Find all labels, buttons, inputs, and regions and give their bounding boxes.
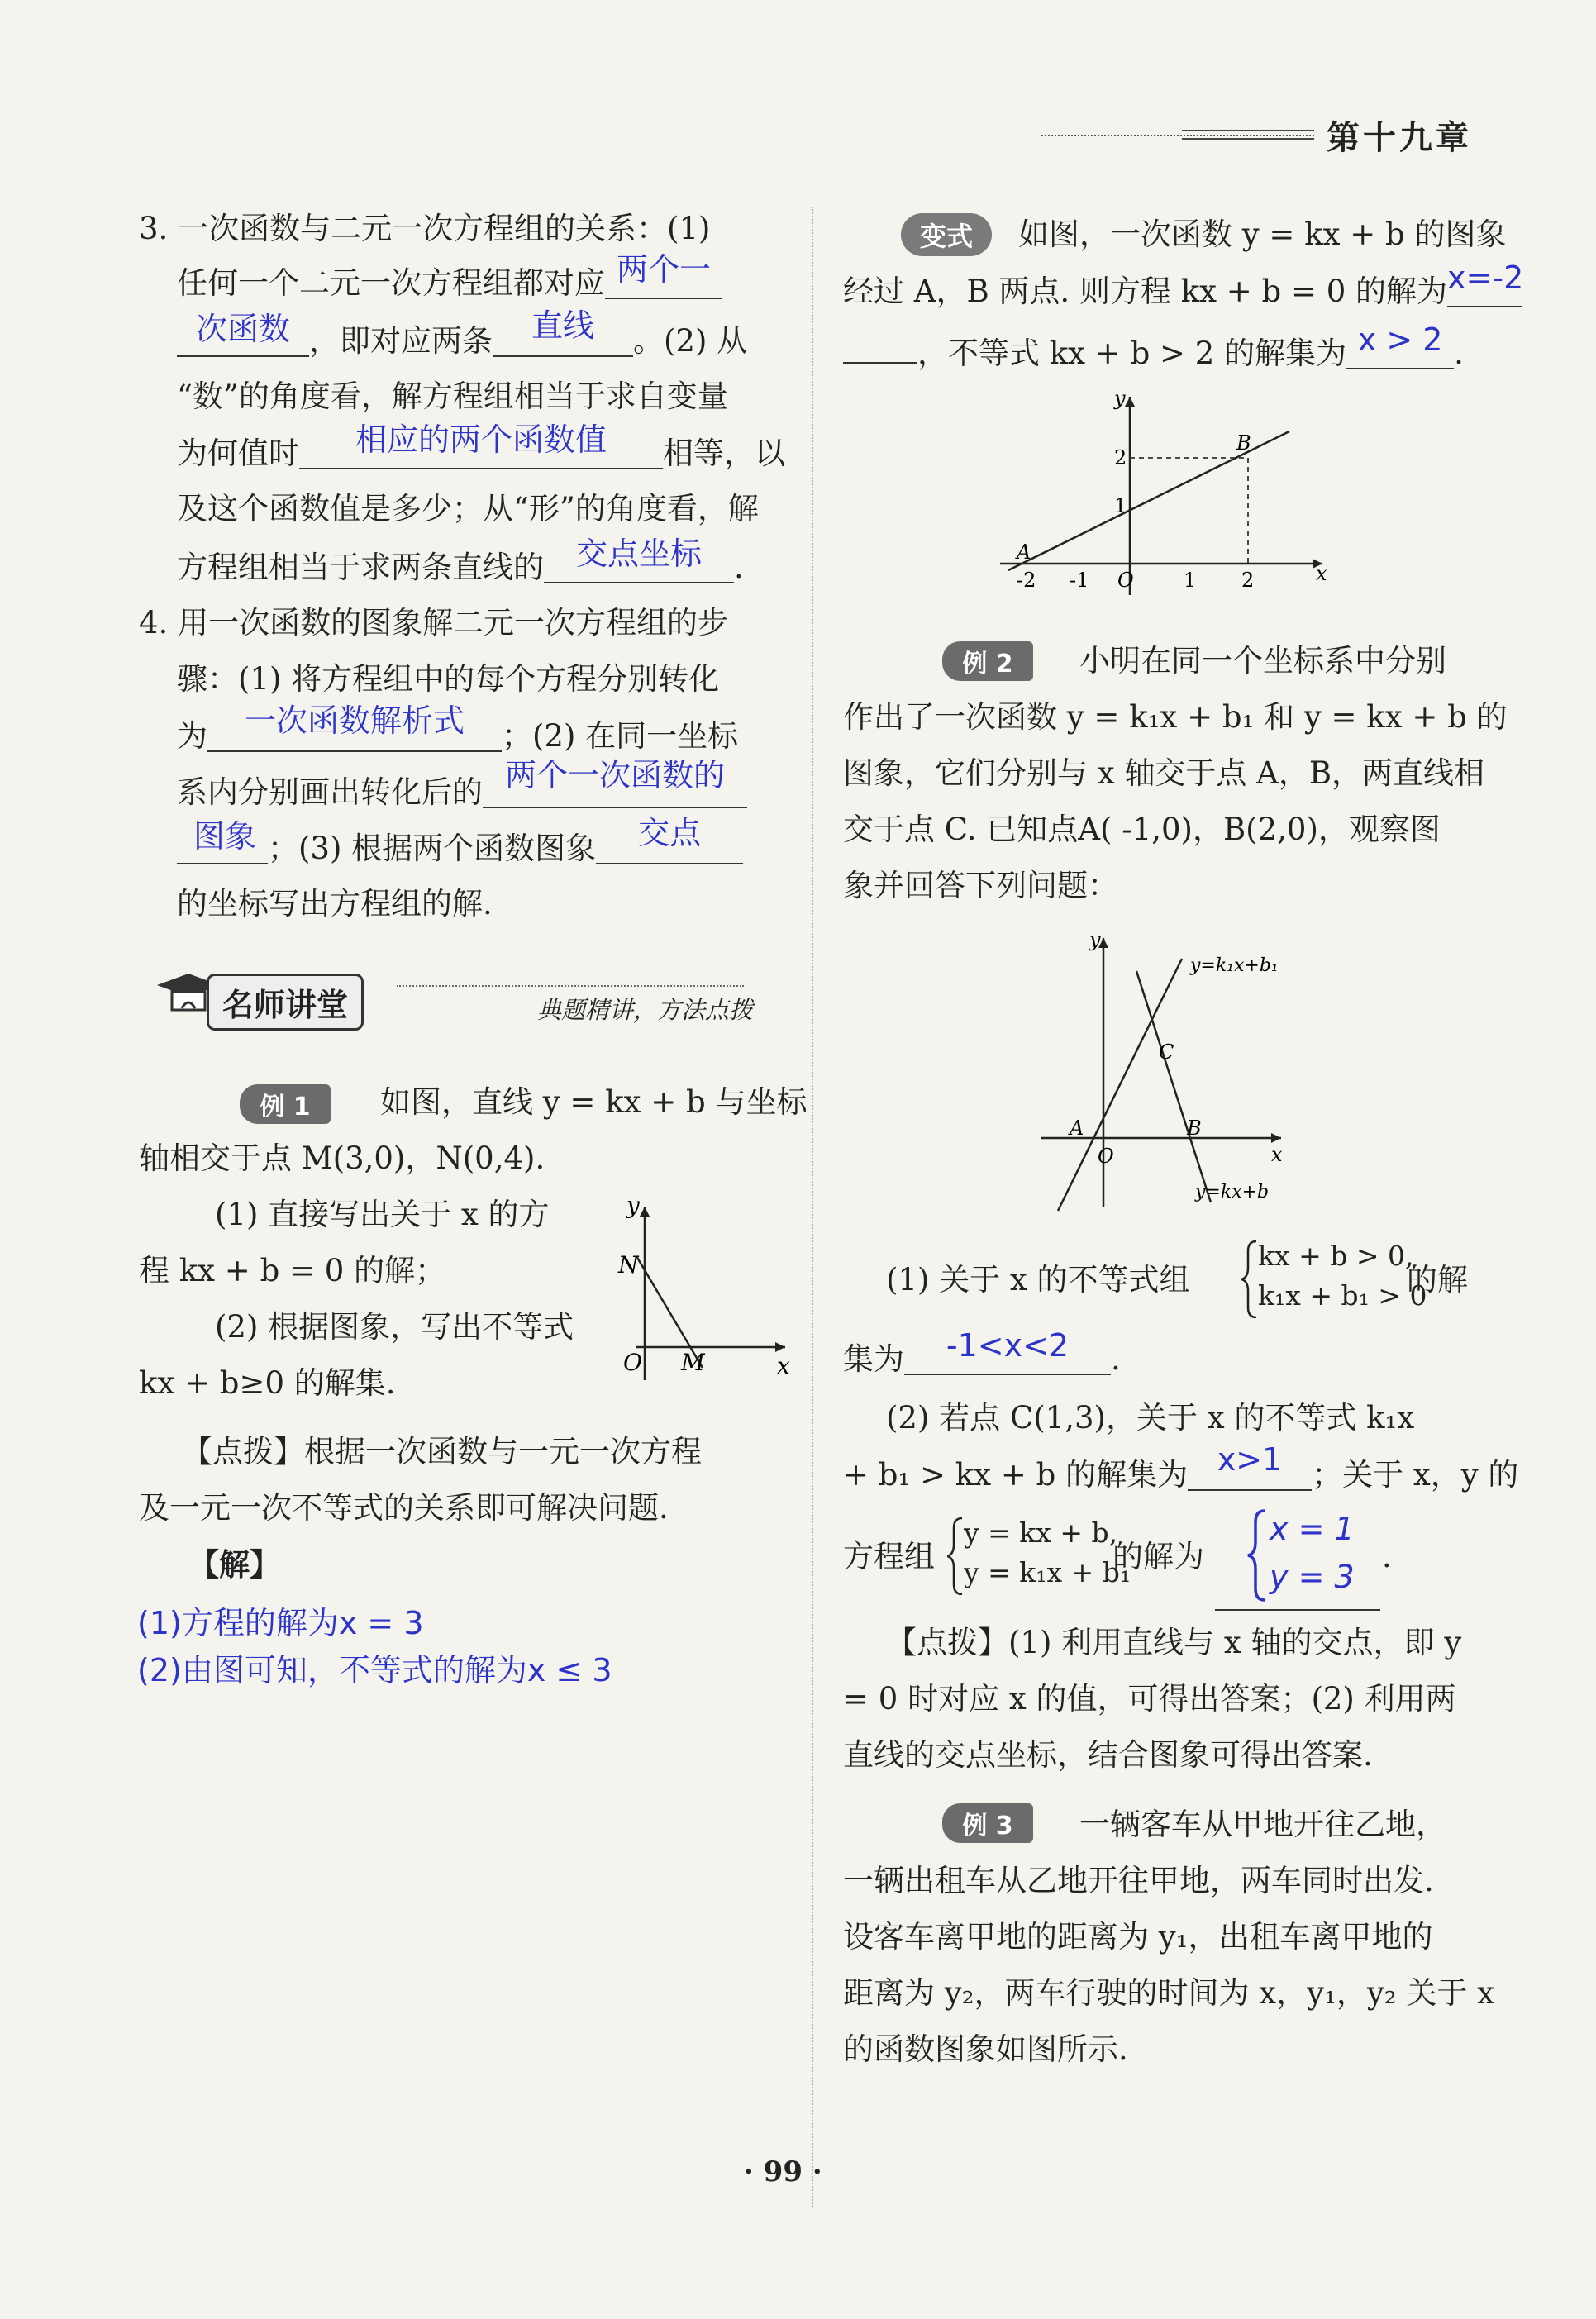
example2-line3: 图象，它们分别与 x 轴交于点 A，B，两直线相 bbox=[843, 755, 1485, 791]
example1-answer1: (1)方程的解为x = 3 bbox=[137, 1605, 424, 1641]
item4-line3-text: 为 bbox=[177, 718, 207, 754]
example3-tag: 例 3 bbox=[942, 1803, 1033, 1843]
item4-answer3: 交点 bbox=[638, 815, 702, 851]
variant-ytick-1: 1 bbox=[1114, 494, 1127, 517]
variant-line2 bbox=[843, 260, 1524, 310]
item3-blank1b bbox=[177, 311, 309, 357]
example3-line4: 距离为 y₂，两车行驶的时间为 x，y₁，y₂ 关于 x bbox=[843, 1975, 1494, 2011]
variant-line1: 如图，一次函数 y = kx + b 的图象 bbox=[1018, 217, 1507, 252]
example2-system1 bbox=[1258, 1236, 1427, 1316]
item3-line5 bbox=[177, 421, 785, 472]
example2-brace1 bbox=[1241, 1240, 1258, 1318]
example2-y-label: y bbox=[1089, 928, 1101, 951]
variant-line3 bbox=[843, 321, 1464, 372]
variant-x-label: x bbox=[1316, 562, 1327, 585]
variant-line3-end: . bbox=[1454, 336, 1464, 371]
item4-answer2b: 图象 bbox=[193, 818, 257, 855]
example2-q2e: 的解为 bbox=[1112, 1539, 1204, 1574]
example2-q2b: + b₁ > kx + b 的解集为 bbox=[843, 1457, 1189, 1493]
example2-x-label: x bbox=[1271, 1143, 1283, 1166]
example2-answer3-y: y = 3 bbox=[1270, 1559, 1355, 1595]
example2-sys1-eq1: kx + b > 0, bbox=[1258, 1240, 1414, 1272]
variant-ytick-2: 2 bbox=[1114, 446, 1127, 469]
column-divider bbox=[812, 207, 813, 2207]
example2-sys1-eq2: k₁x + b₁ > 0 bbox=[1258, 1279, 1427, 1312]
variant-tag: 变式 bbox=[901, 213, 992, 256]
example2-hint1: 【点拨】(1) 利用直线与 x 轴的交点，即 y bbox=[886, 1625, 1462, 1660]
example2-line4: 交于点 C. 已知点A( -1,0)，B(2,0)，观察图 bbox=[843, 812, 1441, 847]
item3-answer1b: 次函数 bbox=[195, 311, 290, 347]
item4-blank1 bbox=[207, 702, 502, 752]
variant-point-b: B bbox=[1236, 431, 1251, 455]
variant-blank1-cont bbox=[843, 329, 917, 364]
example3-line5: 的函数图象如图所示. bbox=[843, 2031, 1128, 2067]
item4-line6: 的坐标写出方程组的解. bbox=[177, 886, 493, 921]
example2-q1d: . bbox=[1111, 1341, 1121, 1377]
banner-dotted-rule bbox=[397, 985, 744, 987]
example1-x-label: x bbox=[777, 1352, 790, 1379]
variant-blank1 bbox=[1447, 260, 1524, 307]
variant-tick-2: 2 bbox=[1241, 569, 1255, 592]
example2-line1: 小明在同一个坐标系中分别 bbox=[1079, 643, 1446, 679]
item3-line1: 3. 一次函数与二元一次方程组的关系：(1) bbox=[139, 211, 711, 246]
variant-point-a: A bbox=[1017, 540, 1031, 564]
example3-line2: 一辆出租车从乙地开往甲地，两车同时出发. bbox=[843, 1863, 1434, 1898]
item3-blank4 bbox=[544, 536, 734, 583]
item3-line5-text: 为何值时 bbox=[177, 436, 299, 471]
example2-system2 bbox=[964, 1513, 1131, 1593]
header-rule-double bbox=[1182, 130, 1314, 140]
example2-q1b: 的解 bbox=[1407, 1262, 1468, 1298]
chapter-header bbox=[1041, 112, 1504, 155]
chapter-title: 第十九章 bbox=[1327, 119, 1472, 157]
item4-line4 bbox=[177, 757, 747, 811]
item3-line7-end: . bbox=[734, 550, 744, 585]
banner-title: 名师讲堂 bbox=[207, 974, 364, 1031]
example3-line1: 一辆客车从甲地开往乙地， bbox=[1079, 1807, 1446, 1842]
example2-line2: 作出了一次函数 y = k₁x + b₁ 和 y = kx + b 的 bbox=[843, 699, 1508, 735]
item4-answer1: 一次函数解析式 bbox=[244, 702, 465, 739]
example2-line5: 象并回答下列问题： bbox=[843, 868, 1118, 903]
example1-hint2: 及一元一次不等式的关系即可解决问题. bbox=[139, 1490, 669, 1526]
example1-y-label: y bbox=[626, 1192, 640, 1219]
variant-line3-text: ，不等式 kx + b > 2 的解集为 bbox=[917, 336, 1347, 371]
example2-sys2-eq2: y = k₁x + b₁ bbox=[964, 1556, 1131, 1588]
item3-line7 bbox=[177, 536, 744, 586]
item3-answer3: 相应的两个函数值 bbox=[355, 421, 607, 458]
item4-line4-text: 系内分别画出转化后的 bbox=[177, 774, 483, 810]
example2-brace2 bbox=[947, 1517, 964, 1595]
section-banner bbox=[149, 967, 777, 1025]
item3-line2-text: 任何一个二元一次方程组都对应 bbox=[177, 265, 605, 301]
example2-tag: 例 2 bbox=[942, 641, 1033, 681]
example2-q2c: ；关于 x，y 的 bbox=[1312, 1457, 1519, 1493]
variant-tick-neg1: -1 bbox=[1070, 569, 1089, 592]
example1-origin-label: O bbox=[623, 1349, 642, 1376]
banner-subtitle: 典题精讲，方法点拨 bbox=[537, 996, 754, 1024]
example2-blank3 bbox=[1215, 1506, 1380, 1611]
example2-q2-line2 bbox=[843, 1441, 1519, 1493]
example1-line2: 轴相交于点 M(3,0)，N(0,4). bbox=[139, 1140, 545, 1176]
variant-line2-text: 经过 A，B 两点. 则方程 kx + b = 0 的解为 bbox=[843, 274, 1448, 309]
variant-graph bbox=[992, 388, 1339, 603]
item4-blank3 bbox=[596, 815, 743, 864]
item3-answer4: 交点坐标 bbox=[575, 536, 702, 572]
example2-q1c: 集为 bbox=[843, 1341, 904, 1377]
example2-blank1 bbox=[904, 1327, 1111, 1375]
item3-answer1: 两个一 bbox=[616, 251, 711, 288]
item4-blank2 bbox=[483, 757, 747, 808]
example2-point-c: C bbox=[1159, 1040, 1174, 1064]
example1-point-m: M bbox=[681, 1349, 705, 1376]
example2-point-b: B bbox=[1187, 1117, 1202, 1140]
example2-answer1: -1<x<2 bbox=[946, 1327, 1070, 1364]
example2-answer3-x: x = 1 bbox=[1270, 1511, 1355, 1547]
page-number: · 99 · bbox=[744, 2155, 822, 2188]
item4-line2: 骤：(1) 将方程组中的每个方程分别转化 bbox=[177, 661, 720, 697]
example1-point-n: N bbox=[618, 1251, 639, 1279]
item3-line2 bbox=[177, 251, 722, 302]
example1-q1b: 程 kx + b = 0 的解； bbox=[139, 1253, 446, 1288]
example1-solution-label: 【解】 bbox=[188, 1546, 280, 1583]
variant-y-label: y bbox=[1114, 388, 1126, 410]
item3-line5-end: 相等，以 bbox=[663, 436, 785, 471]
item3-blank2 bbox=[493, 307, 633, 357]
example1-answer2: (2)由图可知，不等式的解为x ≤ 3 bbox=[137, 1652, 612, 1688]
item3-line6: 及这个函数值是多少；从“形”的角度看，解 bbox=[177, 491, 759, 526]
item4-line3-end: ；(2) 在同一坐标 bbox=[502, 718, 739, 754]
example2-origin-label: O bbox=[1098, 1145, 1114, 1168]
item4-answer2: 两个一次函数的 bbox=[504, 757, 725, 793]
item3-blank3 bbox=[299, 421, 663, 469]
example2-q2a: (2) 若点 C(1,3)，关于 x 的不等式 k₁x bbox=[886, 1400, 1415, 1436]
example1-tag: 例 1 bbox=[240, 1084, 331, 1124]
example2-line2-label: y=kx+b bbox=[1195, 1182, 1270, 1202]
variant-tick-neg2: -2 bbox=[1017, 569, 1036, 592]
item3-line4: “数”的角度看，解方程组相当于求自变量 bbox=[177, 379, 728, 414]
example2-sys2-eq1: y = kx + b, bbox=[964, 1517, 1118, 1549]
example2-q2f: . bbox=[1382, 1539, 1392, 1574]
example1-q1a: (1) 直接写出关于 x 的方 bbox=[215, 1197, 550, 1232]
item4-line1: 4. 用一次函数的图象解二元一次方程组的步 bbox=[139, 605, 729, 640]
variant-blank2 bbox=[1346, 321, 1454, 369]
example2-q2d: 方程组 bbox=[843, 1539, 935, 1574]
example2-answer-brace bbox=[1246, 1509, 1266, 1602]
example1-line1: 如图，直线 y = kx + b 与坐标 bbox=[380, 1084, 808, 1120]
item4-blank2b bbox=[177, 818, 268, 864]
variant-origin-label: O bbox=[1117, 569, 1134, 592]
example1-graph bbox=[612, 1190, 793, 1388]
example2-graph bbox=[1033, 921, 1331, 1219]
item3-line3-end: 。(2) 从 bbox=[633, 323, 748, 359]
item3-blank1 bbox=[605, 251, 722, 299]
item3-line3 bbox=[177, 307, 748, 360]
variant-answer2: x > 2 bbox=[1357, 321, 1443, 358]
example3-line3: 设客车离甲地的距离为 y₁，出租车离甲地的 bbox=[843, 1919, 1433, 1955]
example2-answer2: x>1 bbox=[1217, 1441, 1283, 1478]
variant-answer1: x=-2 bbox=[1447, 260, 1524, 296]
item3-answer2: 直线 bbox=[531, 307, 594, 344]
example1-q2b: kx + b≥0 的解集. bbox=[139, 1365, 396, 1401]
example2-hint3: 直线的交点坐标，结合图象可得出答案. bbox=[843, 1737, 1373, 1773]
example1-hint1: 【点拨】根据一次函数与一元一次方程 bbox=[182, 1434, 702, 1469]
example1-q2a: (2) 根据图象，写出不等式 bbox=[215, 1309, 574, 1345]
item4-line5-text: ；(3) 根据两个函数图象 bbox=[268, 831, 597, 866]
example2-q1a: (1) 关于 x 的不等式组 bbox=[886, 1262, 1190, 1298]
example2-hint2: = 0 时对应 x 的值，可得出答案；(2) 利用两 bbox=[843, 1681, 1456, 1717]
item4-line5 bbox=[177, 815, 743, 867]
example2-point-a: A bbox=[1070, 1117, 1084, 1140]
example2-blank2 bbox=[1188, 1441, 1312, 1491]
example2-q1-line2 bbox=[843, 1327, 1121, 1378]
variant-tick-1: 1 bbox=[1184, 569, 1197, 592]
item3-line7-text: 方程组相当于求两条直线的 bbox=[177, 550, 544, 585]
item3-line3-text: ，即对应两条 bbox=[309, 323, 493, 359]
example2-line1-label: y=k₁x+b₁ bbox=[1190, 955, 1279, 976]
item4-line3 bbox=[177, 702, 739, 755]
